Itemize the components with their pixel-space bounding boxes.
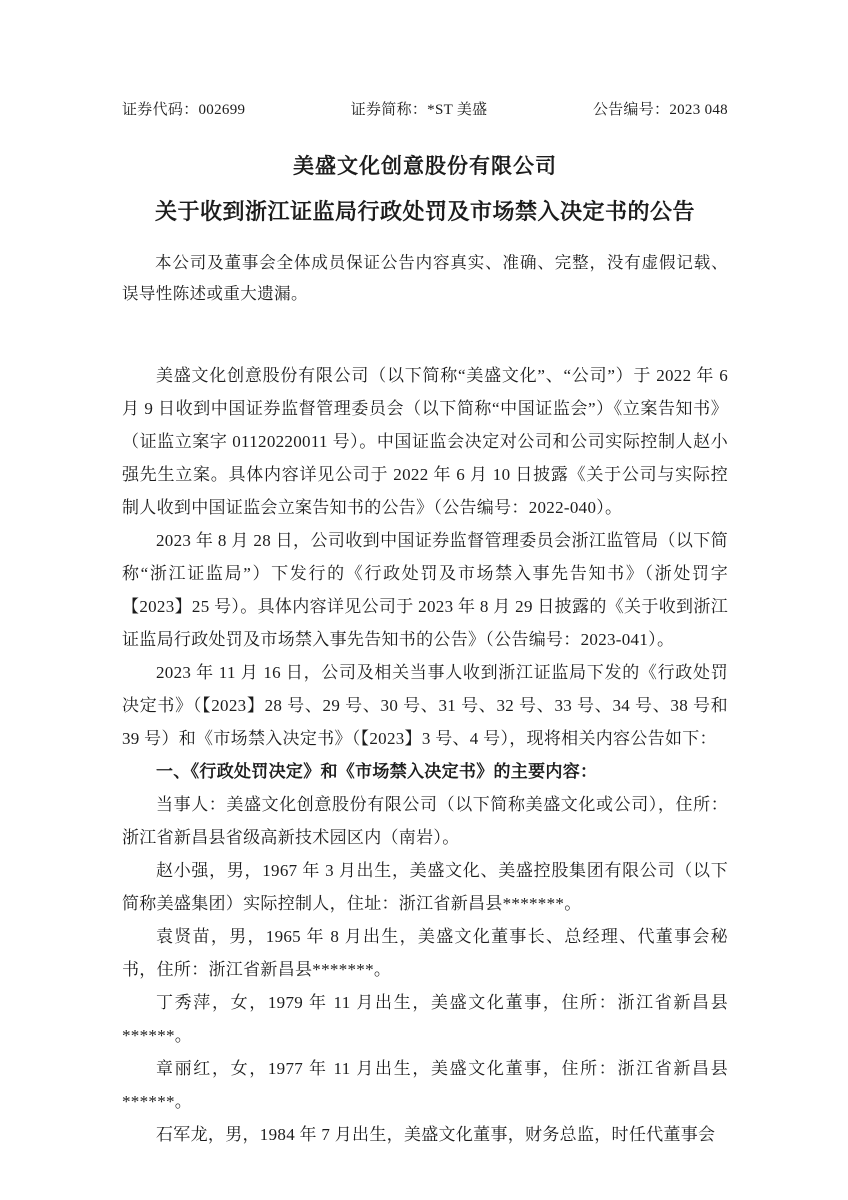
integrity-statement: 本公司及董事会全体成员保证公告内容真实、准确、完整，没有虚假记载、误导性陈述或重大遗漏。 [122,253,728,303]
body-paragraph: 2023 年 11 月 16 日，公司及相关当事人收到浙江证监局下发的《行政处罚决定书》（【2023】28 号、29 号、30 号、31 号、32 号、33 号、34 号、38 号和 39 号）和《市场禁入决定书》（【2023】3 号、4 号），现将相关内容公告如下： [122,663,728,748]
document-content [122,0,728,1151]
party-paragraph: 袁贤苗，男，1965 年 8 月出生，美盛文化董事长、总经理、代董事会秘书，住所：浙江省新昌县*******。 [122,927,728,979]
section-heading: 一、《行政处罚决定》和《市场禁入决定书》的主要内容： [156,762,598,781]
announcement-number-label: 公告编号：2023 048 [592,102,728,118]
announcement-body [122,359,728,1151]
party-paragraph: 石军龙，男，1984 年 7 月出生，美盛文化董事，财务总监，时任代董事会 [156,1125,716,1144]
party-paragraph: 赵小强，男，1967 年 3 月出生，美盛文化、美盛控股集团有限公司（以下简称美盛集团）实际控制人，住址：浙江省新昌县*******。 [122,861,728,913]
document-header [122,100,728,120]
body-paragraph: 2023 年 8 月 28 日，公司收到中国证券监督管理委员会浙江监管局（以下简称“浙江证监局”）下发行的《行政处罚及市场禁入事先告知书》（浙处罚字【2023】25 号）。具体内容详见公司于 2023 年 8 月 29 日披露的《关于收到浙江证监局行政处罚及市场禁入事先告知书的公告》（公告编号：2023-041）。 [122,531,728,649]
party-paragraph: 丁秀萍，女，1979 年 11 月出生，美盛文化董事，住所：浙江省新昌县******。 [122,993,728,1045]
stock-code-label: 证券代码：002699 [122,102,246,118]
body-paragraph: 美盛文化创意股份有限公司（以下简称“美盛文化”、“公司”）于 2022 年 6 月 9 日收到中国证券监督管理委员会（以下简称“中国证监会”）《立案告知书》（证监立案字 01120220011 号）。中国证监会决定对公司和公司实际控制人赵小强先生立案。具体内容详见公司于 2022 年 6 月 10 日披露《关于公司与实际控制人收到中国证监会立案告知书的公告》（公告编号：2022-040）。 [122,366,728,517]
title-block [122,152,728,227]
stock-name-label: 证券简称：*ST 美盛 [350,102,488,118]
announcement-title: 关于收到浙江证监局行政处罚及市场禁入决定书的公告 [154,199,695,224]
party-paragraph: 章丽红，女，1977 年 11 月出生，美盛文化董事，住所：浙江省新昌县******。 [122,1059,728,1111]
party-paragraph: 当事人：美盛文化创意股份有限公司（以下简称美盛文化或公司），住所：浙江省新昌县省级高新技术园区内（南岩）。 [122,795,728,847]
company-title: 美盛文化创意股份有限公司 [293,154,557,178]
